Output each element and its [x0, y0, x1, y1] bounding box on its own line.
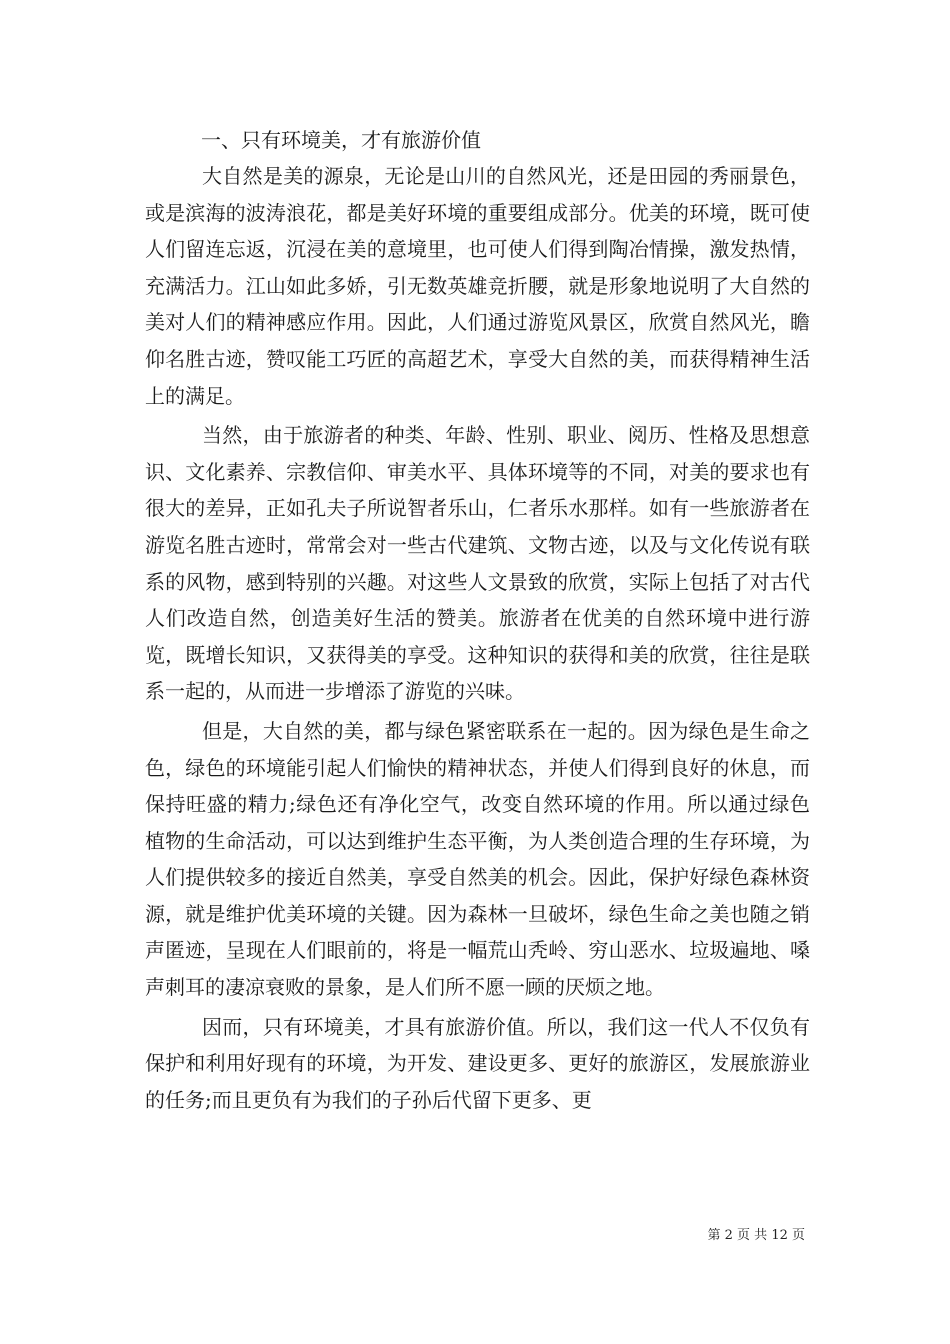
paragraph-2: 当然，由于旅游者的种类、年龄、性别、职业、阅历、性格及思想意识、文化素养、宗教信仰、审美水平、具体环境等的不同，对美的要求也有很大的差异，正如孔夫子所说智者乐山，仁者乐水那样。如有一些旅游者在游览名胜古迹时，常常会对一些古代建筑、文物古迹，以及与文化传说有联系的风物，感到特别的兴趣。对这些人文景致的欣赏，实际上包括了对古代人们改造自然，创造美好生活的赞美。旅游者在优美的自然环境中进行游览，既增长知识，又获得美的享受。这种知识的获得和美的欣赏，往往是联系一起的，从而进一步增添了游览的兴味。: [145, 423, 810, 704]
section-heading: 一、只有环境美，才有旅游价值: [201, 128, 481, 152]
paragraph-1: 大自然是美的源泉，无论是山川的自然风光，还是田园的秀丽景色，或是滨海的波涛浪花，都是美好环境的重要组成部分。优美的环境，既可使人们留连忘返，沉浸在美的意境里，也可使人们得到陶冶情操，激发热情，充满活力。江山如此多娇，引无数英雄竞折腰，就是形象地说明了大自然的美对人们的精神感应作用。因此，人们通过游览风景区，欣赏自然风光，瞻仰名胜古迹，赞叹能工巧匠的高超艺术，享受大自然的美，而获得精神生活上的满足。: [145, 164, 810, 408]
paragraph-4: 因而，只有环境美，才具有旅游价值。所以，我们这一代人不仅负有保护和利用好现有的环境，为开发、建设更多、更好的旅游区，发展旅游业的任务;而且更负有为我们的子孙后代留下更多、更: [145, 1014, 810, 1112]
page-number: 第 2 页 共 12 页: [707, 1228, 805, 1243]
document-body: [145, 122, 810, 1121]
paragraph-3: 但是，大自然的美，都与绿色紧密联系在一起的。因为绿色是生命之色，绿色的环境能引起人们愉快的精神状态，并使人们得到良好的休息，而保持旺盛的精力;绿色还有净化空气，改变自然环境的作用。所以通过绿色植物的生命活动，可以达到维护生态平衡，为人类创造合理的生存环境，为人们提供较多的接近自然美，享受自然美的机会。因此，保护好绿色森林资源，就是维护优美环境的关键。因为森林一旦破坏，绿色生命之美也随之销声匿迹，呈现在人们眼前的，将是一幅荒山秃岭、穷山恶水、垃圾遍地、嗓声刺耳的凄凉衰败的景象，是人们所不愿一顾的厌烦之地。: [145, 718, 810, 1000]
